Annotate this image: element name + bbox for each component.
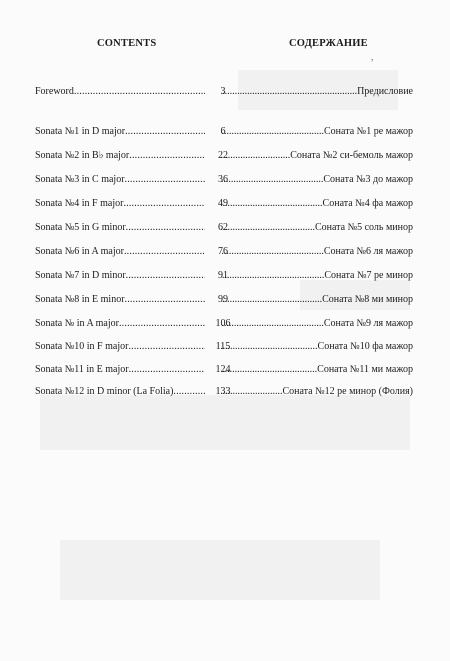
toc-entry-russian: Соната №2 си-бемоль мажор ..... [221,150,413,161]
bleed-through-staff-bottom [60,540,380,600]
toc-entry-russian: Соната №12 ре минор (Фолия) ..... [221,386,413,397]
toc-entry-english: Sonata №5 in G minor ..... [35,222,205,233]
toc-row-sonata-10 [0,341,450,355]
toc-entry-english: Sonata №10 in F major ..... [35,341,205,352]
toc-entry-russian: Соната №5 соль минор ..... [221,222,413,233]
toc-row-sonata-7 [0,270,450,284]
toc-entry-english: Sonata № in A major ..... [35,318,205,329]
toc-entry-english: Sonata №7 in D minor ..... [35,270,205,281]
toc-entry-english: Sonata №1 in D major ..... [35,126,205,137]
toc-row-sonata-5 [0,222,450,236]
toc-row-sonata-6 [0,246,450,260]
toc-row-sonata-11 [0,364,450,378]
toc-page-number: 36 [218,174,228,185]
toc-entry-russian: Соната №8 ми минор ..... [221,294,413,305]
toc-entry-english: Sonata №12 in D minor (La Folia) ..... [35,386,205,397]
toc-page-number: 99 [218,294,228,305]
toc-page-number: 91 [218,270,228,281]
toc-entry-russian: Соната №7 ре минор ..... [221,270,413,281]
toc-page-number: 3 [220,86,226,97]
toc-entry-russian: Соната №9 ля мажор ..... [221,318,413,329]
toc-row-sonata-12 [0,386,450,400]
toc-entry-english: Sonata №11 in E major ..... [35,364,205,375]
toc-page-number: 124 [215,364,231,375]
toc-page-number: 115 [215,341,231,352]
toc-row-sonata-9 [0,318,450,332]
toc-entry-english: Sonata №3 in C major ..... [35,174,205,185]
toc-page-number: 62 [218,222,228,233]
toc-page-number: 22 [218,150,228,161]
toc-entry-english: Sonata №4 in F major ..... [35,198,205,209]
toc-entry-russian: Соната №10 фа мажор ..... [221,341,413,352]
contents-heading-russian: СОДЕРЖАНИЕ [289,38,368,49]
toc-page-number: 106 [215,318,231,329]
corner-mark: , [371,52,374,62]
contents-heading: CONTENTS [97,38,157,49]
toc-page-number: 49 [218,198,228,209]
toc-entry-english: Foreword ..... [35,86,205,97]
toc-entry-russian: Предисловие ..... [221,86,413,97]
toc-entry-russian: Соната №6 ля мажор ..... [221,246,413,257]
toc-row-sonata-8 [0,294,450,308]
toc-page-number: 133 [215,386,231,397]
toc-entry-russian: Соната №11 ми мажор ..... [221,364,413,375]
toc-entry-english: Sonata №2 in B♭ major ..... [35,150,205,161]
toc-entry-russian: Соната №4 фа мажор ..... [221,198,413,209]
toc-entry-russian: Соната №1 ре мажор ..... [221,126,413,137]
toc-row-foreword [0,86,450,100]
toc-row-sonata-3 [0,174,450,188]
toc-row-sonata-2 [0,150,450,164]
toc-row-sonata-4 [0,198,450,212]
bleed-through-staff-low [40,395,410,450]
toc-entry-russian: Соната №3 до мажор ..... [221,174,413,185]
toc-page-number: 76 [218,246,228,257]
toc-entry-english: Sonata №6 in A major ..... [35,246,205,257]
toc-entry-english: Sonata №8 in E minor ..... [35,294,205,305]
toc-row-sonata-1 [0,126,450,140]
toc-page-number: 6 [220,126,226,137]
